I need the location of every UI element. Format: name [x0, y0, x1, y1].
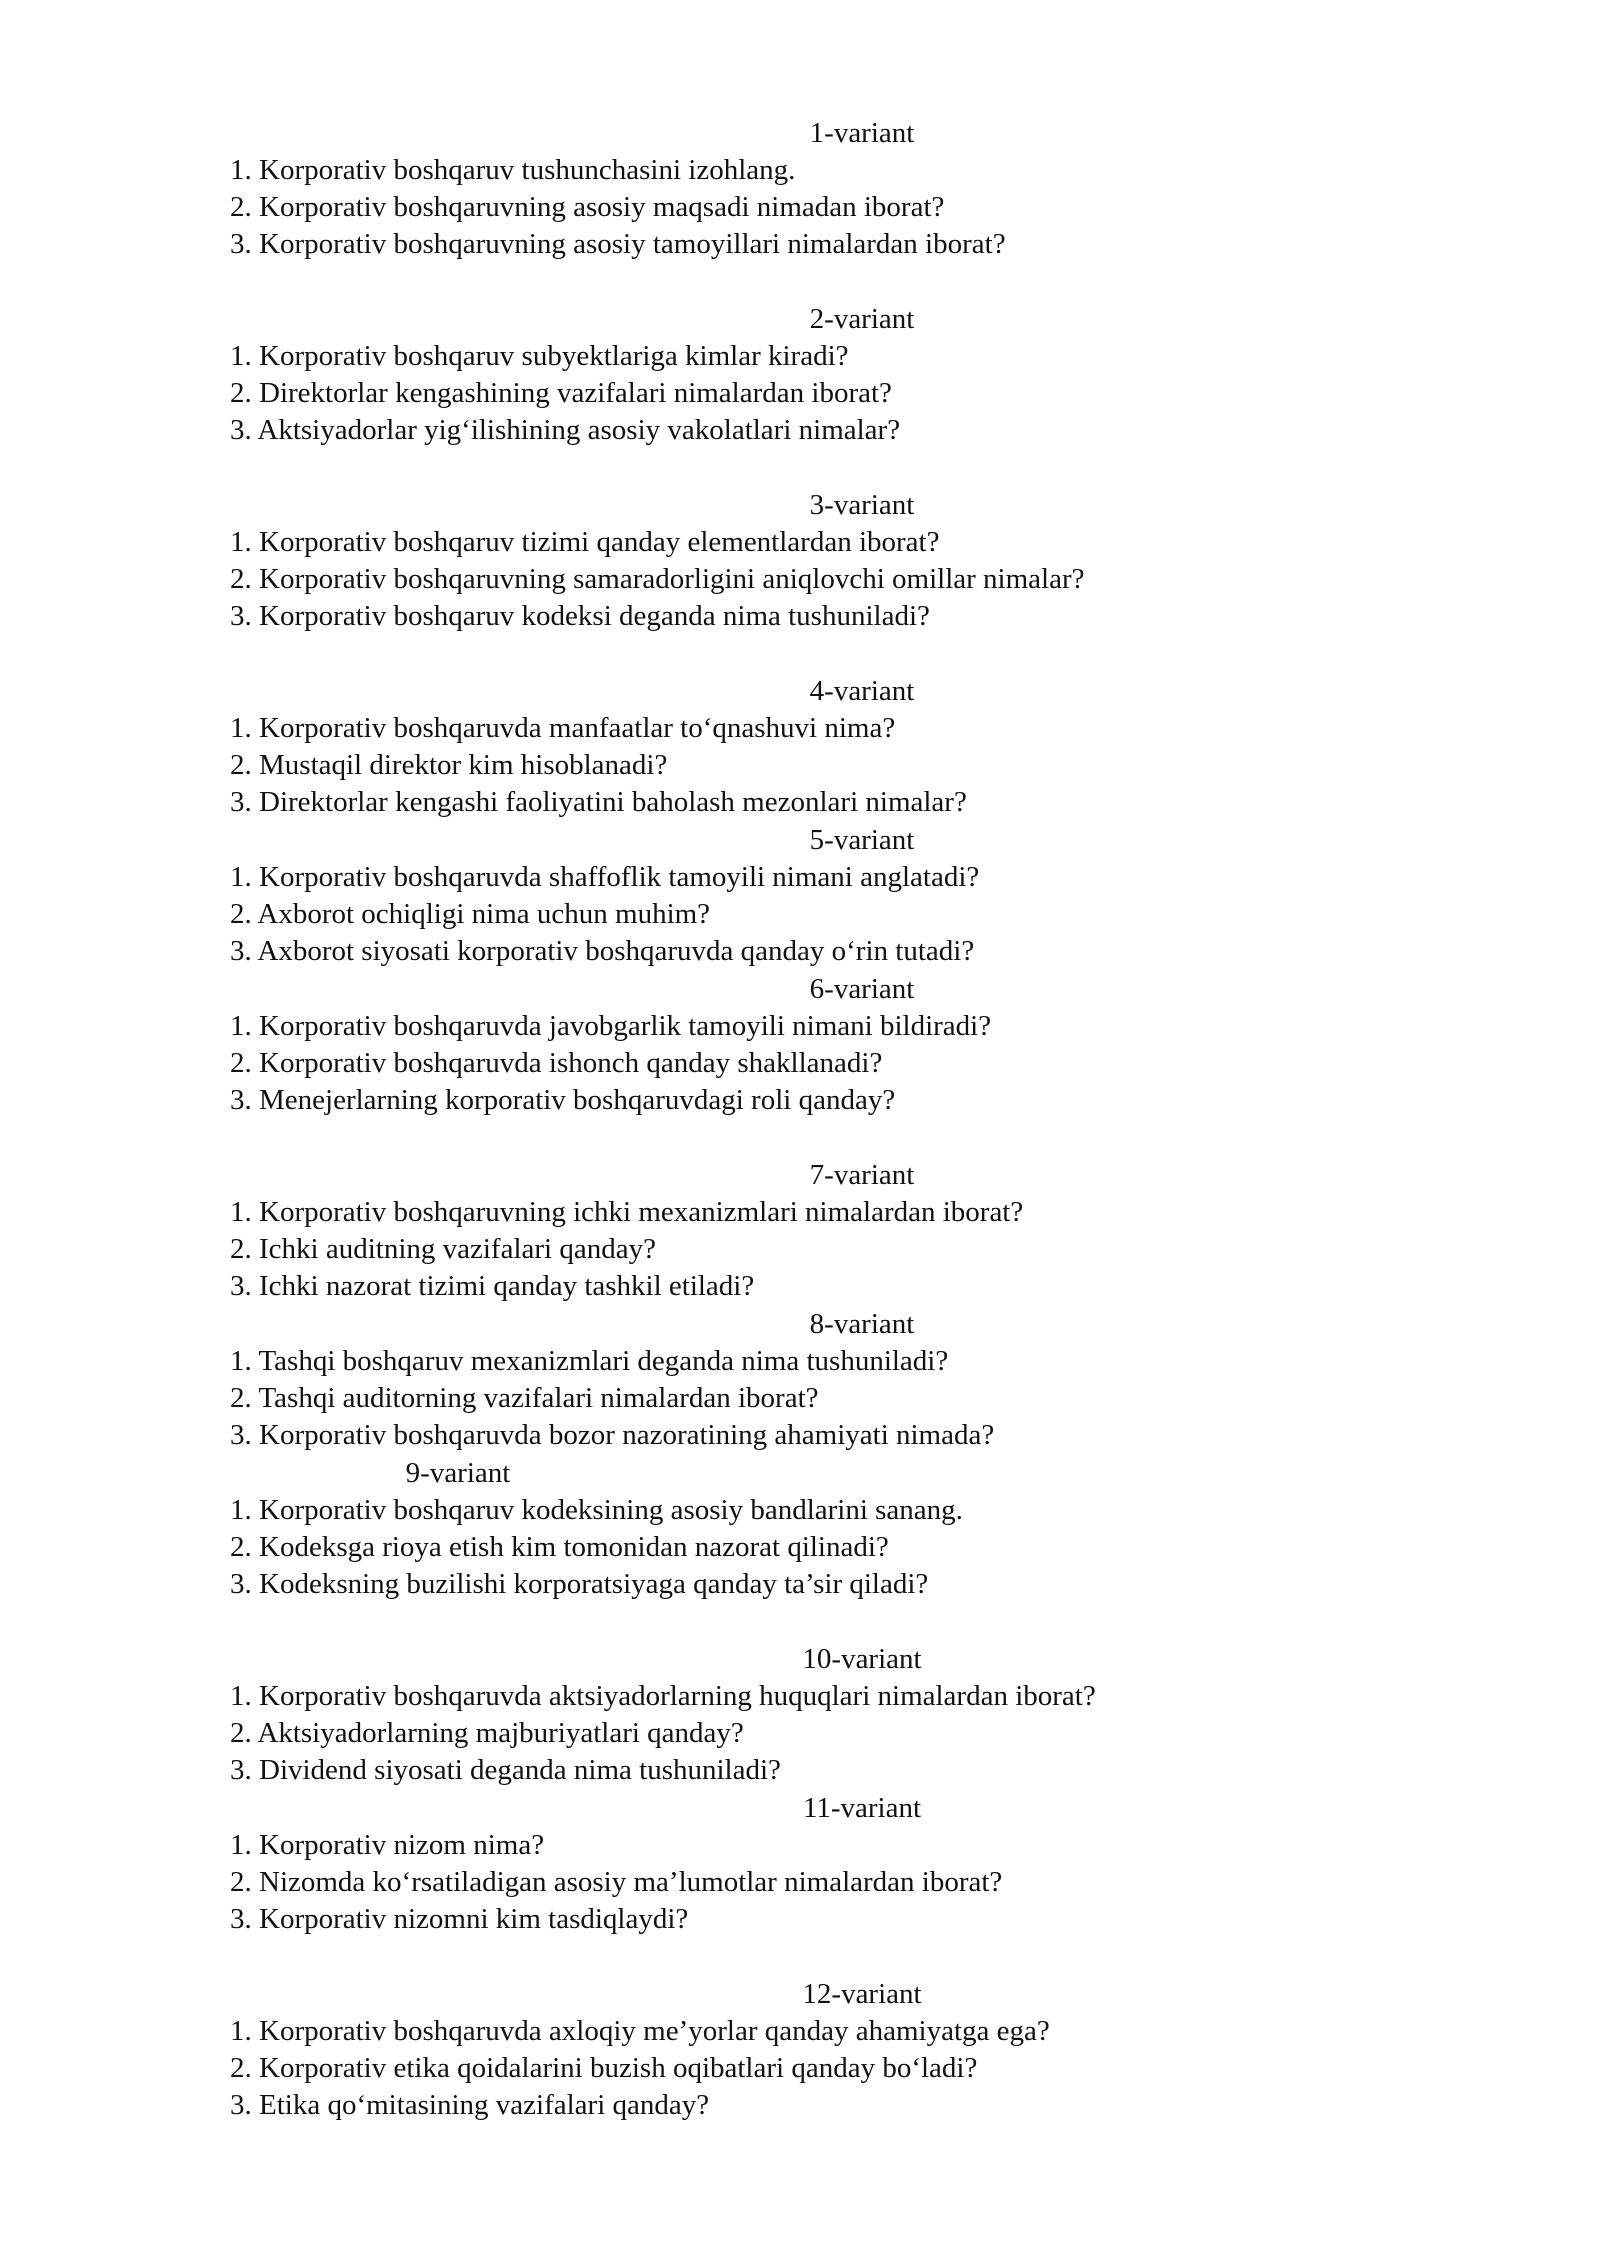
- question: 2. Korporativ etika qoidalarini buzish oqibatlari qanday bo‘ladi?: [230, 2052, 978, 2084]
- question: 2. Korporativ boshqaruvning asosiy maqsadi nimadan iborat?: [230, 191, 945, 223]
- question: 2. Direktorlar kengashining vazifalari nimalardan iborat?: [230, 377, 892, 409]
- question: 2. Mustaqil direktor kim hisoblanadi?: [230, 749, 668, 781]
- question: 2. Kodeksga rioya etish kim tomonidan nazorat qilinadi?: [230, 1531, 889, 1563]
- question: 3. Dividend siyosati deganda nima tushuniladi?: [230, 1754, 781, 1786]
- question: 3. Direktorlar kengashi faoliyatini baholash mezonlari nimalar?: [230, 786, 967, 818]
- question: 3. Ichki nazorat tizimi qanday tashkil etiladi?: [230, 1270, 755, 1302]
- question: 1. Tashqi boshqaruv mexanizmlari deganda nima tushuniladi?: [230, 1345, 949, 1377]
- variant-title: 2-variant: [809, 303, 915, 335]
- question: 1. Korporativ boshqaruvda aktsiyadorlarning huquqlari nimalardan iborat?: [230, 1680, 1096, 1712]
- question: 2. Axborot ochiqligi nima uchun muhim?: [230, 898, 711, 930]
- question: 3. Korporativ boshqaruvning asosiy tamoyillari nimalardan iborat?: [230, 228, 1006, 260]
- question: 2. Korporativ boshqaruvda ishonch qanday shakllanadi?: [230, 1047, 883, 1079]
- question: 2. Ichki auditning vazifalari qanday?: [230, 1233, 656, 1265]
- variant-title: 12-variant: [802, 1978, 922, 2010]
- question: 3. Korporativ boshqaruvda bozor nazoratining ahamiyati nimada?: [230, 1419, 995, 1451]
- variant-title: 5-variant: [809, 824, 915, 856]
- variant-title: 3-variant: [809, 489, 915, 521]
- question: 3. Etika qo‘mitasining vazifalari qanday?: [230, 2089, 710, 2121]
- variant-title: 8-variant: [809, 1308, 915, 1340]
- variant-title: 11-variant: [802, 1792, 922, 1824]
- question: 3. Korporativ boshqaruv kodeksi deganda nima tushuniladi?: [230, 600, 930, 632]
- question: 3. Aktsiyadorlar yig‘ilishining asosiy vakolatlari nimalar?: [230, 414, 901, 446]
- question: 1. Korporativ nizom nima?: [230, 1829, 545, 1861]
- question: 1. Korporativ boshqaruv tizimi qanday elementlardan iborat?: [230, 526, 940, 558]
- variant-title: 4-variant: [809, 675, 915, 707]
- question: 3. Axborot siyosati korporativ boshqaruvda qanday o‘rin tutadi?: [230, 935, 975, 967]
- question: 2. Nizomda ko‘rsatiladigan asosiy ma’lumotlar nimalardan iborat?: [230, 1866, 1003, 1898]
- variant-title: 9-variant: [405, 1457, 511, 1489]
- question: 1. Korporativ boshqaruv subyektlariga kimlar kiradi?: [230, 340, 849, 372]
- question: 1. Korporativ boshqaruvda axloqiy me’yorlar qanday ahamiyatga ega?: [230, 2015, 1050, 2047]
- variant-title: 10-variant: [802, 1643, 922, 1675]
- question: 2. Tashqi auditorning vazifalari nimalardan iborat?: [230, 1382, 819, 1414]
- question: 1. Korporativ boshqaruvning ichki mexanizmlari nimalardan iborat?: [230, 1196, 1024, 1228]
- question: 1. Korporativ boshqaruv tushunchasini izohlang.: [230, 154, 796, 186]
- question: 1. Korporativ boshqaruvda shaffoflik tamoyili nimani anglatadi?: [230, 861, 980, 893]
- variant-title: 6-variant: [809, 973, 915, 1005]
- variant-title: 1-variant: [809, 117, 915, 149]
- question: 2. Korporativ boshqaruvning samaradorligini aniqlovchi omillar nimalar?: [230, 563, 1085, 595]
- question: 2. Aktsiyadorlarning majburiyatlari qanday?: [230, 1717, 744, 1749]
- question: 1. Korporativ boshqaruv kodeksining asosiy bandlarini sanang.: [230, 1494, 963, 1526]
- question: 3. Menejerlarning korporativ boshqaruvdagi roli qanday?: [230, 1084, 896, 1116]
- question: 1. Korporativ boshqaruvda manfaatlar to‘qnashuvi nima?: [230, 712, 896, 744]
- question: 1. Korporativ boshqaruvda javobgarlik tamoyili nimani bildiradi?: [230, 1010, 992, 1042]
- question: 3. Kodeksning buzilishi korporatsiyaga qanday ta’sir qiladi?: [230, 1568, 929, 1600]
- question: 3. Korporativ nizomni kim tasdiqlaydi?: [230, 1903, 689, 1935]
- variant-title: 7-variant: [809, 1159, 915, 1191]
